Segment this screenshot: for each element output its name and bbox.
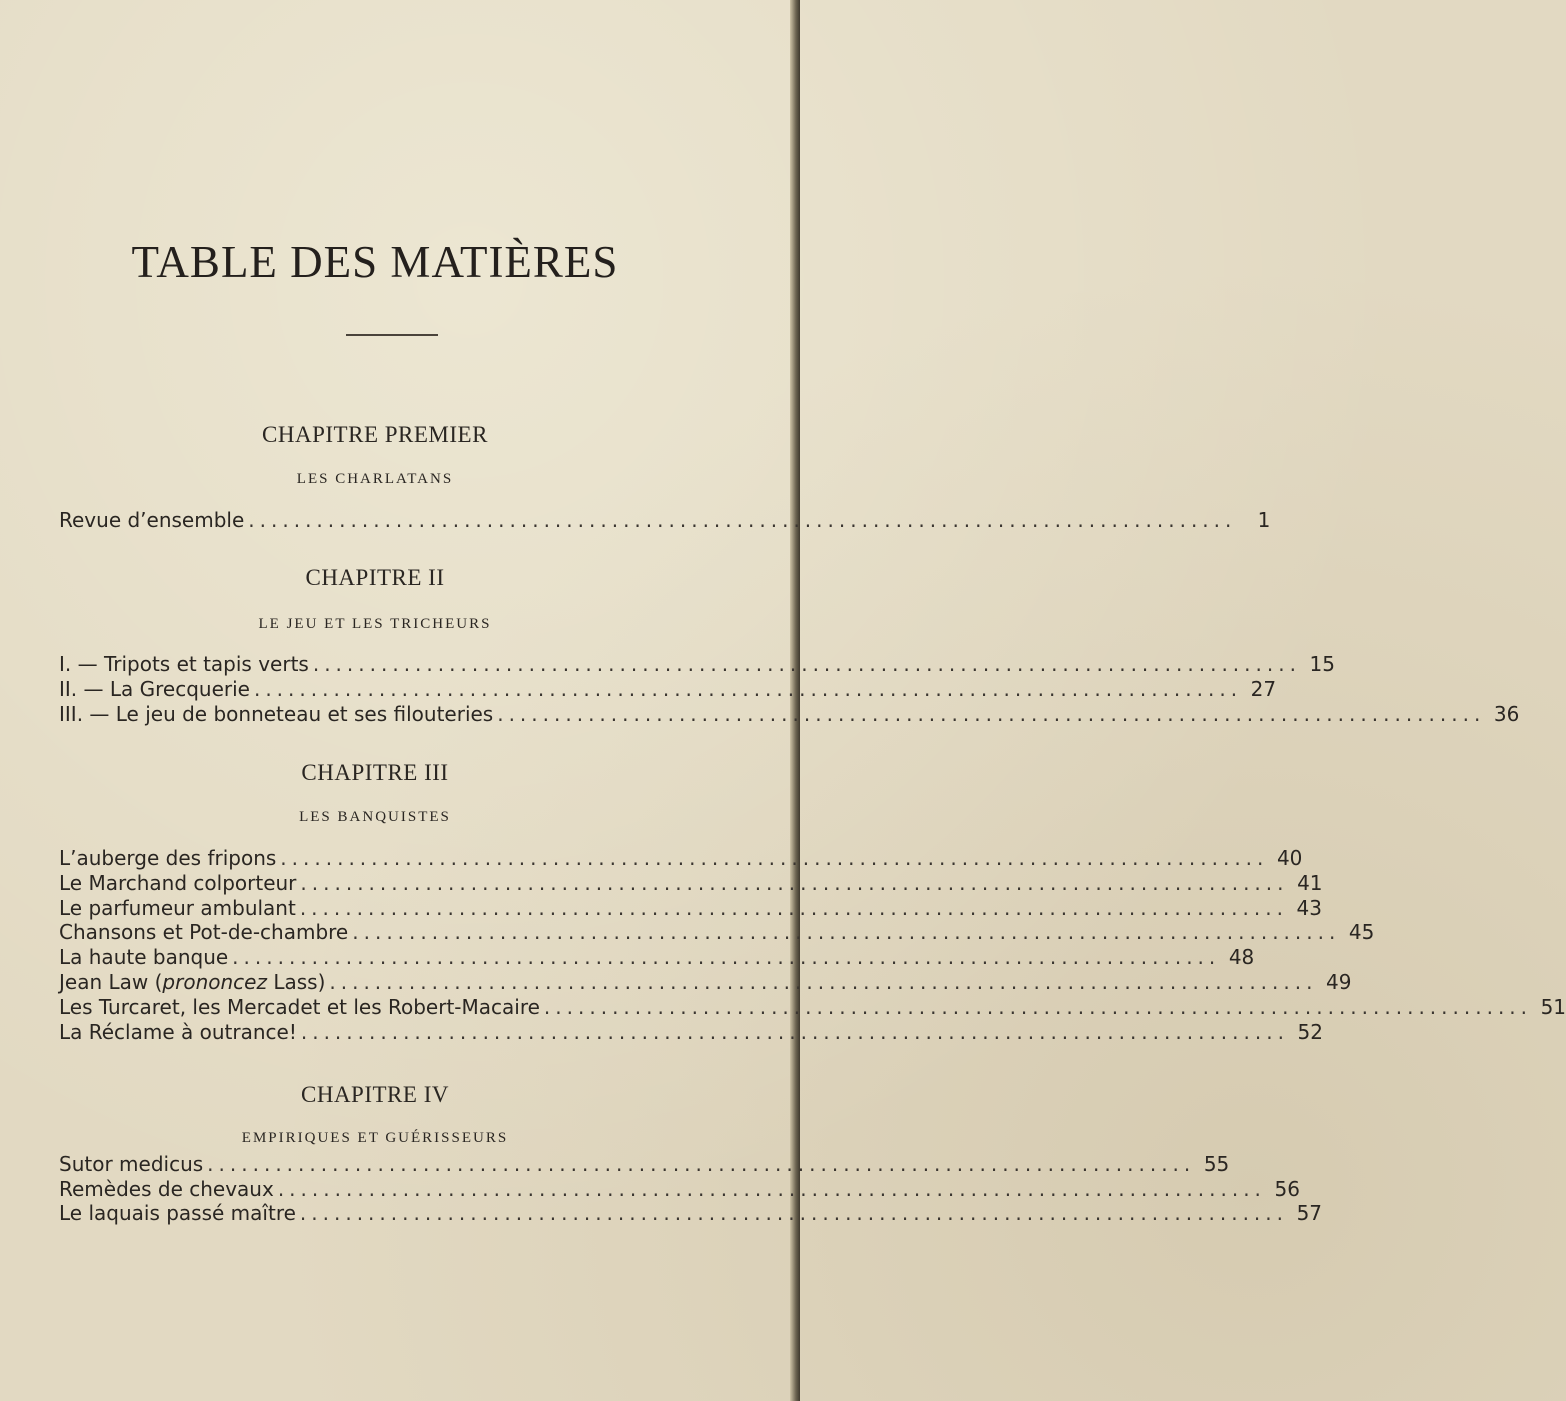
dot-leader: .......................................................................................	[300, 1020, 1289, 1044]
entry-title-part: Lass)	[266, 970, 326, 994]
dot-leader: .......................................................................................	[352, 920, 1341, 944]
entry-title: Sutor medicus	[59, 1152, 204, 1176]
chapter-subtitle: LE JEU ET LES TRICHEURS	[258, 616, 492, 632]
chapter-heading: CHAPITRE III	[301, 760, 449, 785]
dot-leader: .......................................................................................	[300, 871, 1289, 895]
toc-entry[interactable]	[59, 846, 1303, 872]
entry-title: Les Turcaret, les Mercadet et les Robert-Macaire	[59, 995, 540, 1019]
entry-title: Le parfumeur ambulant	[59, 896, 296, 920]
dot-leader: .......................................................................................	[248, 508, 1237, 532]
dot-leader: .......................................................................................	[277, 1177, 1266, 1201]
dot-leader: .......................................................................................	[543, 995, 1533, 1019]
chapter-subtitle: EMPIRIQUES ET GUÉRISSEURS	[241, 1130, 509, 1146]
entry-title: La haute banque	[59, 945, 229, 969]
toc-entry[interactable]	[59, 871, 1323, 897]
dot-leader: .......................................................................................	[253, 677, 1243, 701]
entry-title: Le laquais passé maître	[59, 1201, 296, 1225]
entry-page-number: 57	[1296, 1201, 1323, 1225]
dot-leader: .......................................................................................	[207, 1152, 1196, 1176]
entry-page-number: 45	[1348, 920, 1375, 944]
chapter-heading: CHAPITRE IV	[301, 1082, 449, 1107]
toc-entry[interactable]	[59, 508, 1271, 534]
entry-page-number: 41	[1297, 871, 1323, 895]
entry-title: Revue d’ensemble	[59, 508, 245, 532]
dot-leader: .......................................................................................	[280, 846, 1269, 870]
entry-title: Le Marchand colporteur	[59, 871, 297, 895]
toc-entry[interactable]	[59, 677, 1277, 703]
toc-entry[interactable]	[59, 1152, 1230, 1178]
toc-entry[interactable]	[59, 1020, 1323, 1046]
chapter-subtitle: LES BANQUISTES	[299, 809, 451, 825]
entry-title-part: Jean Law (	[59, 970, 163, 994]
entry-page-number: 36	[1493, 702, 1520, 726]
dot-leader: .......................................................................................	[299, 896, 1288, 920]
dot-leader: .......................................................................................	[312, 652, 1301, 676]
toc-entry[interactable]	[59, 920, 1375, 946]
dot-leader: .......................................................................................	[329, 970, 1318, 994]
entry-title: I. — Tripots et tapis verts	[59, 652, 309, 676]
toc-entry[interactable]	[59, 995, 1566, 1021]
toc-entry[interactable]	[59, 945, 1255, 971]
toc-entry[interactable]	[59, 896, 1322, 922]
entry-title-italic: prononcez	[162, 970, 267, 994]
entry-page-number: 40	[1276, 846, 1303, 870]
chapter-heading: CHAPITRE II	[305, 565, 445, 590]
toc-entry[interactable]	[59, 1177, 1300, 1203]
toc-entry[interactable]	[59, 652, 1335, 678]
entry-page-number: 48	[1228, 945, 1255, 969]
dot-leader: .......................................................................................	[299, 1201, 1289, 1225]
page-title: TABLE DES MATIÈRES	[131, 237, 619, 287]
entry-page-number: 56	[1274, 1177, 1300, 1201]
dot-leader: .......................................................................................	[497, 702, 1486, 726]
dot-leader: .......................................................................................	[232, 945, 1221, 969]
entry-page-number: 51	[1540, 995, 1566, 1019]
entry-title: Chansons et Pot-de-chambre	[59, 920, 349, 944]
entry-title: Remèdes de chevaux	[59, 1177, 274, 1201]
chapter-subtitle: LES CHARLATANS	[296, 471, 454, 487]
title-rule	[346, 334, 438, 336]
entry-title: La Réclame à outrance!	[59, 1020, 297, 1044]
entry-page-number: 49	[1326, 970, 1352, 994]
entry-title: III. — Le jeu de bonneteau et ses filouteries	[59, 702, 494, 726]
entry-title: II. — La Grecquerie	[59, 677, 250, 701]
entry-page-number: 15	[1309, 652, 1335, 676]
toc-entry[interactable]	[59, 970, 1352, 996]
entry-page-number: 52	[1297, 1020, 1323, 1044]
entry-title: L’auberge des fripons	[59, 846, 277, 870]
entry-page-number: 1	[1257, 508, 1271, 532]
entry-page-number: 27	[1250, 677, 1277, 701]
chapter-heading: CHAPITRE PREMIER	[262, 422, 488, 447]
entry-page-number: 43	[1296, 896, 1322, 920]
toc-entry[interactable]	[59, 1201, 1323, 1227]
toc-entry[interactable]	[59, 702, 1520, 728]
entry-page-number: 55	[1203, 1152, 1230, 1176]
entry-title	[59, 970, 325, 994]
